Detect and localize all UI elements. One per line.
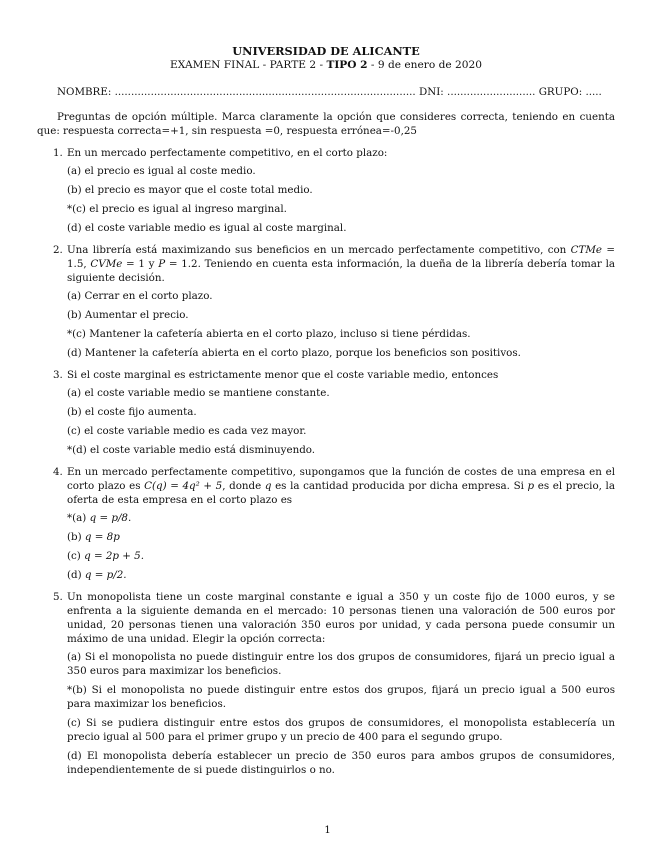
question-5 [37,590,615,777]
option-label: *(a) [67,512,90,524]
question-4 [37,465,615,582]
math-q: q [264,480,272,492]
question-number: 2. [53,244,63,256]
option-a: (a) Cerrar en el corto plazo. [67,290,213,302]
option-c: (c) el coste variable medio es cada vez mayor. [67,425,307,437]
question-text: Si el coste marginal es estrictamente menor que el coste variable medio, entonces [67,369,499,381]
question-3 [37,368,615,457]
option-expr: q = 2p + 5. [84,550,144,562]
option-label: (b) [67,531,85,543]
option-c: *(c) Mantener la cafetería abierta en el corto plazo, incluso si tiene pérdidas. [67,328,471,340]
exam-prefix: EXAMEN FINAL - PARTE 2 - [170,59,324,71]
question-number: 4. [53,466,63,478]
question-number: 3. [53,369,63,381]
option-b: (b) Aumentar el precio. [67,309,189,321]
question-number: 5. [53,591,63,603]
math-p: p [527,480,535,492]
university-title: UNIVERSIDAD DE ALICANTE [232,44,420,58]
question-text-part: = 1.2. Teniendo en cuenta esta información, la dueña de la librería debería tomar la siguiente decisión. [67,258,616,284]
option-a: (a) Si el monopolista no puede distinguir entre los dos grupos de consumidores, fijará un precio igual a 350 euros para maximizar los beneficios. [67,651,615,677]
option-label: (d) [67,569,85,581]
option-a [67,511,615,525]
exam-type: TIPO 2 [326,59,368,71]
math-ctme: CTMe [570,244,603,256]
option-expr: q = p/2. [84,569,127,581]
option-d: *(d) el coste variable medio está disminuyendo. [67,444,316,456]
page-number: 1 [324,825,331,836]
option-b: *(b) Si el monopolista no puede distinguir entre estos dos grupos, fijará un precio igual a 500 euros para maximizar los beneficios. [67,684,615,710]
question-text [67,243,615,285]
option-list [67,650,615,777]
question-text-part: es el precio, la oferta de esta empresa en el corto plazo es [67,480,615,506]
question-text-part: = 1 y [122,258,159,270]
option-d: (d) el coste variable medio es igual al coste marginal. [67,222,347,234]
question-text-part: Una librería está maximizando sus beneficios en un mercado perfectamente competitivo, con [67,244,571,256]
question-text: En un mercado perfectamente competitivo, en el corto plazo: [67,147,388,159]
option-d: (d) El monopolista debería establecer un precio de 350 euros para ambos grupos de consumidores, independientemente de si puede distinguirlos o no. [67,750,615,776]
exam-subtitle [37,58,615,72]
math-p: P [158,258,166,270]
question-text-part: es la cantidad producida por dicha empresa. Si [271,480,528,492]
instructions: Preguntas de opción múltiple. Marca claramente la opción que consideres correcta, teniendo en cuenta que: respuesta correcta=+1, sin respuesta =0, respuesta errónea=-0,25 [37,111,615,137]
option-list [67,511,615,582]
option-d: (d) Mantener la cafetería abierta en el corto plazo, porque los beneficios son positivos. [67,347,521,359]
question-list [37,146,615,777]
math-cvme: CVMe [90,258,123,270]
option-a: (a) el precio es igual al coste medio. [67,165,256,177]
question-text: Un monopolista tiene un coste marginal constante e igual a 350 y un coste fijo de 1000 euros, y se enfrenta a la siguiente demanda en el mercado: 10 personas tienen una valoración de 500 euros por unidad, 20 personas tienen una valoración 350 euros por unidad, y cada persona puede consumir un máximo de una unidad. Elegir la opción correcta: [67,591,615,645]
question-text-part: En un mercado perfectamente competitivo, supongamos que la función de costes de una empresa en el corto plazo es [67,466,615,492]
option-a: (a) el coste variable medio se mantiene constante. [67,387,330,399]
question-text [67,465,615,507]
question-2 [37,243,615,360]
question-text-part: , donde [222,480,265,492]
option-list [67,164,615,235]
cost-function: C(q) = 4q² + 5 [144,480,223,492]
question-text-part: = 1.5, [67,244,615,270]
option-expr: q = 8p [84,531,120,543]
option-label: (c) [67,550,85,562]
option-list [67,386,615,457]
option-d [67,568,615,582]
option-b [67,530,615,544]
option-c: *(c) el precio es igual al ingreso marginal. [67,203,287,215]
option-c [67,549,615,563]
option-c: (c) Si se pudiera distinguir entre estos dos grupos de consumidores, el monopolista establecería un precio igual al 500 para el primer grupo y un precio de 400 para el segundo grupo. [67,717,615,743]
option-expr: q = p/8. [89,512,132,524]
exam-date: - 9 de enero de 2020 [370,59,482,71]
option-b: (b) el coste fijo aumenta. [67,406,197,418]
question-1 [37,146,615,235]
question-number: 1. [53,147,63,159]
student-fields-line: NOMBRE: ............................................................................................ DNI: ........................... GRUPO: ..... [57,86,602,98]
option-b: (b) el precio es mayor que el coste total medio. [67,184,313,196]
option-list [67,289,615,360]
